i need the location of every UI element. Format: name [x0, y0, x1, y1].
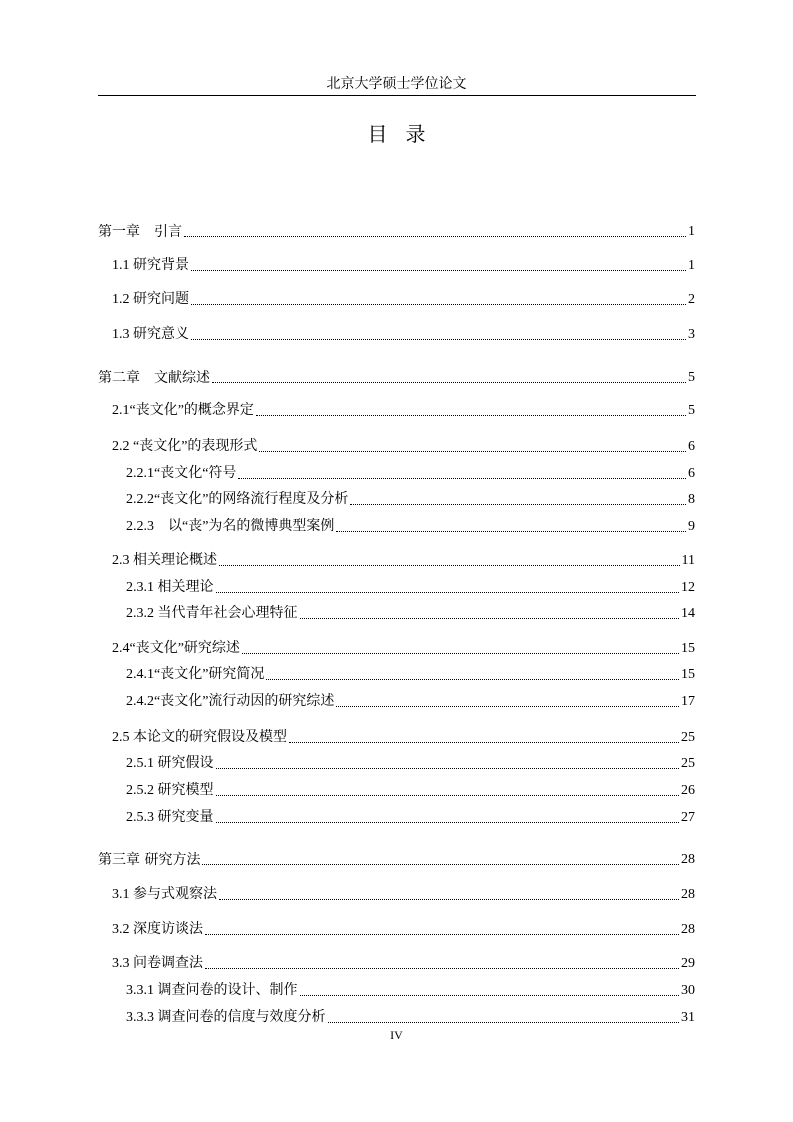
toc-entry[interactable]	[112, 322, 695, 344]
toc-label: 3.3 问卷调查法	[112, 956, 203, 971]
toc-leader	[350, 504, 686, 505]
toc-entry[interactable]	[126, 514, 695, 536]
page-number-footer: IV	[390, 1028, 403, 1042]
toc-entry[interactable]	[112, 253, 695, 275]
toc-leader	[259, 451, 686, 452]
toc-label: 2.3.2 当代青年社会心理特征	[126, 606, 298, 621]
toc-leader	[191, 339, 686, 340]
toc-entry[interactable]	[112, 951, 695, 973]
toc-leader	[216, 768, 680, 769]
toc-page-number: 27	[681, 810, 695, 825]
toc-leader	[191, 304, 686, 305]
toc-leader	[300, 618, 680, 619]
toc-page-number: 28	[681, 922, 695, 937]
toc-leader	[238, 478, 686, 479]
toc-label: 3.3.1 调查问卷的设计、制作	[126, 983, 298, 998]
toc-page-number: 29	[681, 956, 695, 971]
toc-entry[interactable]	[112, 398, 695, 420]
toc-leader	[205, 968, 679, 969]
toc-page-number: 1	[688, 258, 695, 273]
toc-entry[interactable]	[126, 662, 695, 684]
toc-entry[interactable]	[112, 882, 695, 904]
toc-label: 2.4“丧文化”研究综述	[112, 641, 240, 656]
toc-label: 2.4.2“丧文化”流行动因的研究综述	[126, 694, 335, 709]
toc-page-number: 14	[681, 606, 695, 621]
toc-label: 1.2 研究问题	[112, 292, 189, 307]
toc-page-number: 9	[688, 519, 695, 534]
toc-leader	[242, 653, 679, 654]
toc-label: 2.5 本论文的研究假设及模型	[112, 730, 287, 745]
toc-entry[interactable]	[112, 548, 695, 570]
toc-label: 2.2 “丧文化”的表现形式	[112, 439, 258, 454]
toc-entry[interactable]	[112, 287, 695, 309]
toc-entry[interactable]	[126, 601, 695, 623]
toc-page-number: 17	[681, 694, 695, 709]
toc-label: 第三章 研究方法	[98, 852, 201, 868]
toc-page-number: 1	[688, 224, 695, 239]
toc-entry[interactable]	[126, 778, 695, 800]
toc-leader	[216, 592, 680, 593]
toc-page-number: 3	[688, 327, 695, 342]
toc-entry[interactable]	[112, 725, 695, 747]
toc-entry[interactable]	[126, 487, 695, 509]
toc-label: 3.1 参与式观察法	[112, 887, 217, 902]
toc-label: 2.2.2“丧文化”的网络流行程度及分析	[126, 492, 349, 507]
toc-page-number: 15	[681, 641, 695, 656]
toc-entry[interactable]	[126, 461, 695, 483]
toc-leader	[216, 822, 680, 823]
toc-label: 2.2.3 以“丧”为名的微博典型案例	[126, 519, 335, 534]
toc-label: 3.3.3 调查问卷的信度与效度分析	[126, 1010, 326, 1025]
toc-entry[interactable]	[126, 575, 695, 597]
toc-label: 2.1“丧文化”的概念界定	[112, 403, 254, 418]
toc-leader	[216, 795, 680, 796]
toc-entry[interactable]	[126, 1005, 695, 1027]
toc-page-number: 12	[681, 580, 695, 595]
toc-label: 2.3 相关理论概述	[112, 553, 217, 568]
toc-page-number: 8	[688, 492, 695, 507]
toc-page-number: 6	[688, 439, 695, 454]
toc-leader	[202, 864, 679, 865]
toc-leader	[336, 706, 679, 707]
toc-entry[interactable]	[126, 805, 695, 827]
toc-label: 2.2.1“丧文化“符号	[126, 466, 237, 481]
toc-label: 3.2 深度访谈法	[112, 922, 203, 937]
toc-label: 1.3 研究意义	[112, 327, 189, 342]
toc-leader	[266, 679, 679, 680]
toc-label: 2.5.2 研究模型	[126, 783, 214, 798]
toc-page-number: 30	[681, 983, 695, 998]
toc-entry[interactable]	[112, 636, 695, 658]
toc-label: 2.5.1 研究假设	[126, 756, 214, 771]
toc-label: 第二章 文献综述	[98, 370, 210, 386]
toc-label: 2.5.3 研究变量	[126, 810, 214, 825]
toc-entry[interactable]	[98, 219, 695, 241]
toc-entry[interactable]	[126, 978, 695, 1000]
toc-page-number: 15	[681, 667, 695, 682]
toc-entry[interactable]	[98, 847, 695, 869]
header-rule	[98, 95, 696, 96]
toc-leader	[336, 531, 686, 532]
toc-page-number: 28	[681, 852, 695, 867]
toc-entry[interactable]	[112, 434, 695, 456]
toc-label: 第一章 引言	[98, 224, 182, 240]
toc-page-number: 5	[688, 370, 695, 385]
toc-page-number: 5	[688, 403, 695, 418]
toc-leader	[205, 934, 679, 935]
page-title: 目录	[367, 124, 444, 146]
toc-leader	[328, 1022, 680, 1023]
toc-leader	[256, 415, 686, 416]
toc-entry[interactable]	[126, 689, 695, 711]
toc-entry[interactable]	[126, 751, 695, 773]
toc-entry[interactable]	[112, 917, 695, 939]
toc-leader	[191, 270, 686, 271]
toc-page-number: 11	[681, 553, 695, 568]
toc-leader	[219, 899, 679, 900]
toc-page-number: 26	[681, 783, 695, 798]
running-header: 北京大学硕士学位论文	[326, 77, 467, 92]
toc-leader	[219, 565, 680, 566]
toc-page-number: 28	[681, 887, 695, 902]
toc-page-number: 25	[681, 756, 695, 771]
toc-page-number: 25	[681, 730, 695, 745]
toc-entry[interactable]	[98, 365, 695, 387]
toc-page-number: 2	[688, 292, 695, 307]
toc-leader	[184, 236, 686, 237]
toc-leader	[212, 382, 686, 383]
toc-page-number: 31	[681, 1010, 695, 1025]
toc-leader	[289, 742, 679, 743]
toc-label: 2.3.1 相关理论	[126, 580, 214, 595]
toc-label: 1.1 研究背景	[112, 258, 189, 273]
toc-leader	[300, 995, 680, 996]
toc-page-number: 6	[688, 466, 695, 481]
toc-label: 2.4.1“丧文化”研究简况	[126, 667, 265, 682]
